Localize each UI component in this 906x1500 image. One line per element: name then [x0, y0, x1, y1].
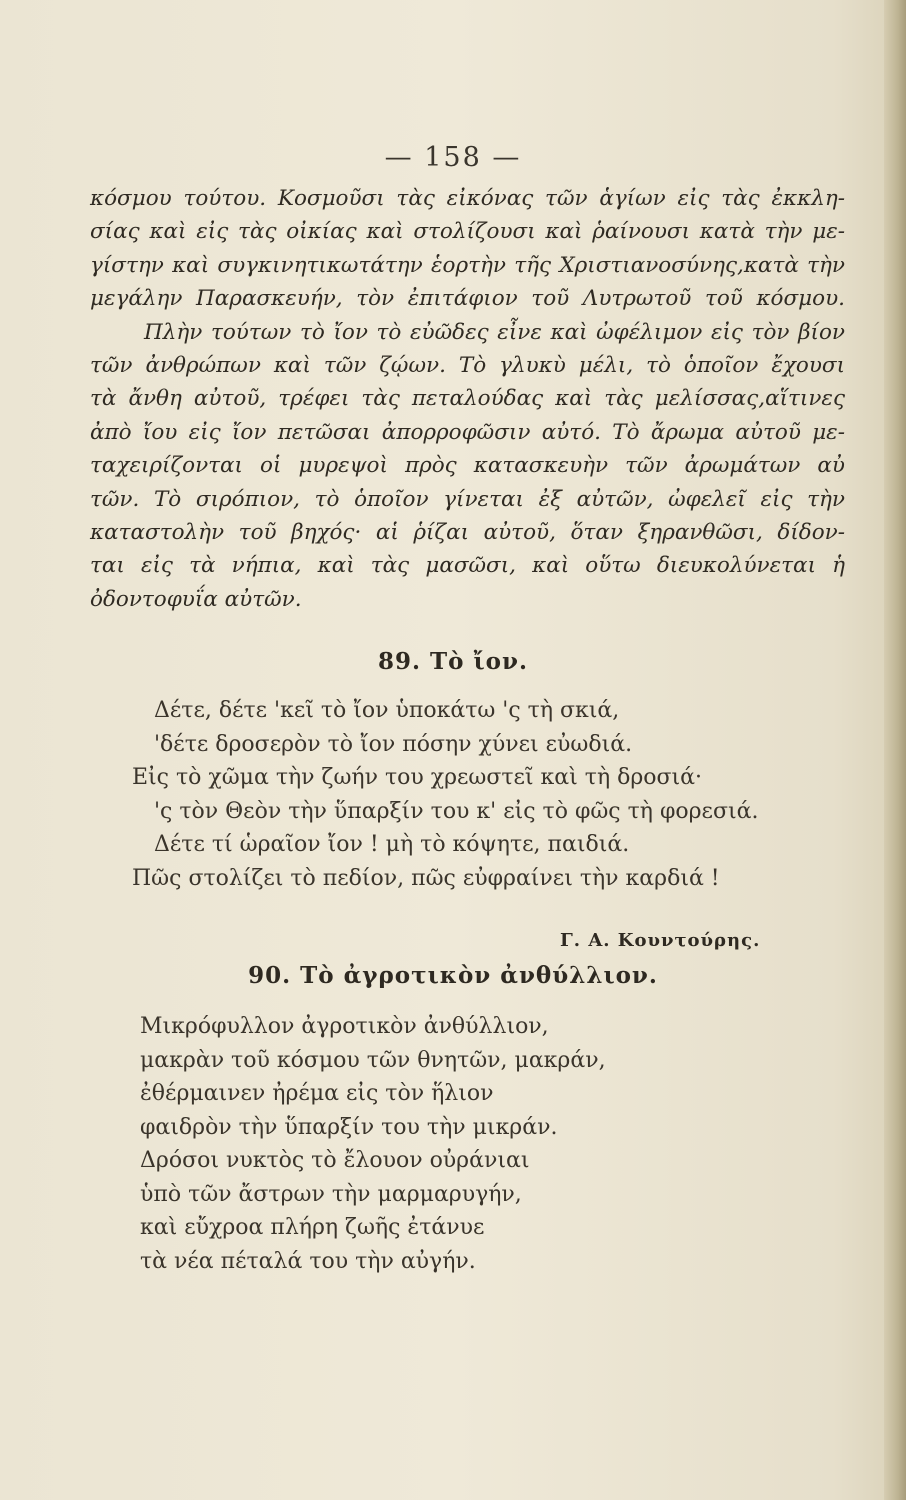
prose-paragraph — [90, 182, 845, 616]
prose-line: ὀδοντοφυΐα αὐτῶν. — [90, 586, 302, 612]
prose-line: ταχειρίζονται οἱ μυρεψοὶ πρὸς κατασκευὴν τῶν ἀρωμάτων αὐ — [90, 453, 845, 479]
poem-line: Μικρόφυλλον ἀγροτικὸν ἀνθύλλιον, — [140, 1014, 549, 1039]
poem-line: τὰ νέα πέταλά του τὴν αὐγήν. — [140, 1248, 476, 1274]
poem-line: Δρόσοι νυκτὸς τὸ ἔλουον οὐράνιαι — [140, 1148, 530, 1173]
poem-line: Δέτε, δέτε 'κεῖ τὸ ἴον ὑποκάτω 'ς τὴ σκιά, — [154, 698, 620, 723]
prose-line: ἀπὸ ἴου εἰς ἴον πετῶσαι ἀπορροφῶσιν αὐτό. Τὸ ἄρωμα αὐτοῦ με- — [90, 419, 845, 445]
prose-line: κόσμου τούτου. Κοσμοῦσι τὰς εἰκόνας τῶν ἁγίων εἰς τὰς ἐκκλη- — [90, 186, 845, 211]
prose-line: γίστην καὶ συγκινητικωτάτην ἑορτὴν τῆς Χριστιανοσύνης,κατὰ τὴν — [90, 252, 845, 278]
poem-90 — [140, 1010, 860, 1278]
signature: Γ. Α. Κουντούρης. — [560, 930, 761, 951]
prose-line: σίας καὶ εἰς τὰς οἰκίας καὶ στολίζουσι καὶ ῥαίνουσι κατὰ τὴν με- — [90, 219, 845, 245]
prose-line: τὰ ἄνθη αὐτοῦ, τρέφει τὰς πεταλούδας καὶ τὰς μελίσσας,αἵτινες — [90, 386, 845, 412]
prose-line: τῶν. Τὸ σιρόπιον, τὸ ὁποῖον γίνεται ἐξ αὐτῶν, ὠφελεῖ εἰς τὴν — [90, 486, 845, 512]
poem-line: ὑπὸ τῶν ἄστρων τὴν μαρμαρυγήν, — [140, 1181, 522, 1207]
prose-line: μεγάλην Παρασκευήν, τὸν ἐπιτάφιον τοῦ Λυτρωτοῦ τοῦ κόσμου. — [90, 286, 845, 312]
prose-line: τῶν ἀνθρώπων καὶ τῶν ζῴων. Τὸ γλυκὺ μέλι, τὸ ὁποῖον ἔχουσι — [90, 353, 845, 379]
poem-line: καὶ εὔχροα πλήρη ζωῆς ἐτάνυε — [140, 1215, 485, 1240]
prose-line: καταστολὴν τοῦ βηχός· αἱ ῥίζαι αὐτοῦ, ὅταν ξηρανθῶσι, δίδον- — [90, 520, 845, 546]
page-edge — [884, 0, 906, 1500]
poem-line: μακρὰν τοῦ κόσμου τῶν θνητῶν, μακράν, — [140, 1047, 606, 1073]
section-89-heading: 89. Τὸ ἴον. — [378, 648, 528, 675]
poem-line: φαιδρὸν τὴν ὕπαρξίν του τὴν μικράν. — [140, 1114, 558, 1140]
poem-line: ἐθέρμαινεν ἠρέμα εἰς τὸν ἥλιον — [140, 1081, 494, 1106]
prose-line: ται εἰς τὰ νήπια, καὶ τὰς μασῶσι, καὶ οὕτω διευκολύνεται ἡ — [90, 553, 845, 579]
poem-89 — [132, 694, 852, 895]
poem-line: Δέτε τί ὡραῖον ἴον ! μὴ τὸ κόψητε, παιδιά. — [154, 832, 630, 857]
page-number: — 158 — — [384, 142, 522, 173]
poem-line: Εἰς τὸ χῶμα τὴν ζωήν του χρεωστεῖ καὶ τὴ δροσιά· — [132, 765, 703, 790]
poem-line: 'δέτε δροσερὸν τὸ ἴον πόσην χύνει εὐωδιά. — [154, 731, 633, 757]
section-90-heading: 90. Τὸ ἀγροτικὸν ἀνθύλλιον. — [248, 962, 658, 989]
poem-line: 'ς τὸν Θεὸν τὴν ὕπαρξίν του κ' εἰς τὸ φῶς τὴ φορεσιά. — [154, 798, 759, 824]
prose-line: Πλὴν τούτων τὸ ἴον τὸ εὐῶδες εἶνε καὶ ὠφέλιμον εἰς τὸν βίον — [144, 319, 845, 345]
poem-line: Πῶς στολίζει τὸ πεδίον, πῶς εὐφραίνει τὴν καρδιά ! — [132, 865, 720, 891]
